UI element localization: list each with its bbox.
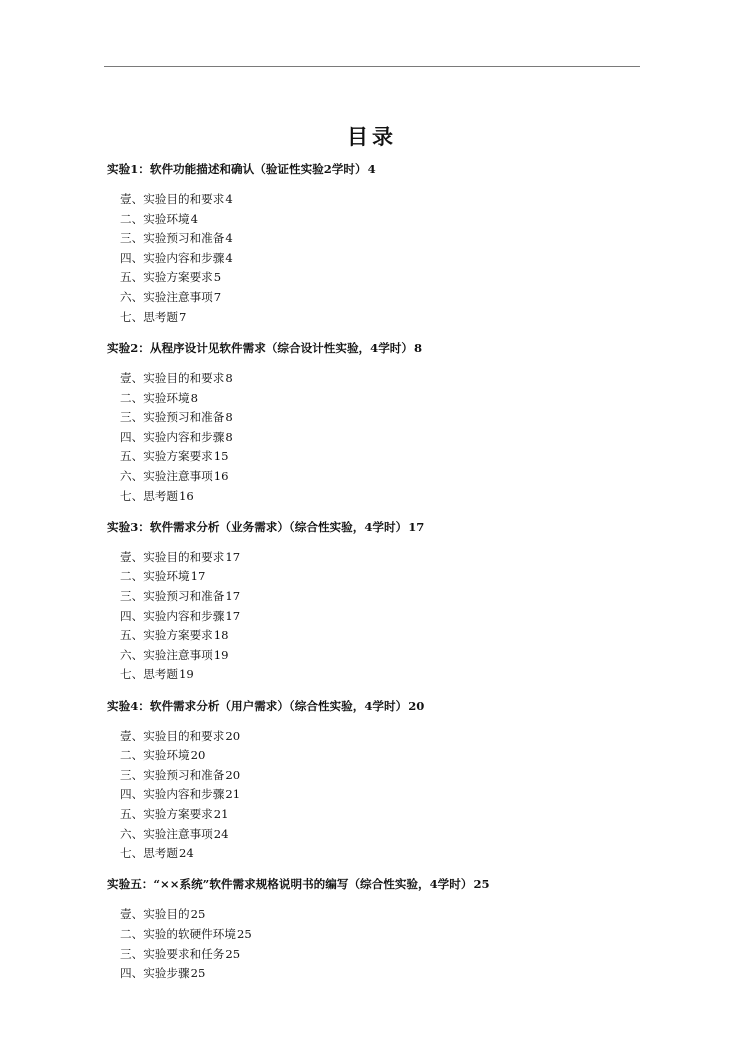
toc-section-entry[interactable] [107,268,647,288]
toc-section-entry[interactable] [107,447,647,467]
section-page-number: 17 [190,569,206,584]
section-page-number: 25 [236,927,252,942]
chapter-title: 实验3：软件需求分析（业务需求）（综合性实验，4学时） [107,519,408,534]
chapter-page-number: 25 [473,877,490,892]
section-page-number: 21 [225,787,241,802]
toc-section-entry[interactable] [107,945,647,965]
toc-section-entry[interactable] [107,587,647,607]
section-page-number: 8 [225,410,233,425]
section-label: 六、实验注意事项 [120,290,213,305]
toc-chapter-entry[interactable] [107,518,647,538]
toc-section-entry[interactable] [107,288,647,308]
section-label: 五、实验方案要求 [120,449,213,464]
toc-section-entry[interactable] [107,805,647,825]
toc-chapter-entry[interactable] [107,875,647,895]
toc-section-entry[interactable] [107,190,647,210]
toc-section-entry[interactable] [107,785,647,805]
toc-section-entry[interactable] [107,626,647,646]
section-label: 壹、实验目的和要求 [120,370,225,385]
toc-section-entry[interactable] [107,766,647,786]
toc-chapter-group [107,518,647,685]
section-label: 六、实验注意事项 [120,468,213,483]
section-page-number: 21 [213,807,229,821]
section-label: 五、实验方案要求 [120,628,213,643]
toc-section-entry[interactable] [107,646,647,666]
section-label: 二、实验环境 [120,569,190,584]
toc-section-entry[interactable] [107,548,647,568]
toc-chapter-group [107,339,647,506]
section-page-number: 8 [225,370,233,385]
section-label: 四、实验内容和步骤 [120,429,225,444]
section-label: 壹、实验目的和要求 [120,728,225,743]
section-label: 四、实验步骤 [120,966,190,981]
section-label: 五、实验方案要求 [120,270,213,285]
section-page-number: 8 [190,390,198,405]
section-label: 七、思考题 [120,846,178,861]
section-label: 三、实验要求和任务 [120,946,225,961]
section-label: 三、实验预习和准备 [120,231,225,246]
section-label: 三、实验预习和准备 [120,588,225,603]
section-page-number: 25 [190,907,206,922]
section-label: 七、思考题 [120,309,178,324]
section-label: 壹、实验目的 [120,907,190,922]
toc-chapter-group [107,160,647,327]
section-page-number: 20 [225,728,241,743]
section-page-number: 17 [225,608,241,623]
section-page-number: 24 [178,846,194,861]
table-of-contents [107,160,647,995]
chapter-title: 实验4：软件需求分析（用户需求）（综合性实验，4学时） [107,698,408,713]
toc-section-entry[interactable] [107,607,647,627]
section-page-number: 17 [225,588,241,603]
section-label: 壹、实验目的和要求 [120,192,225,207]
section-label: 三、实验预习和准备 [120,410,225,425]
toc-section-entry[interactable] [107,428,647,448]
section-page-number: 7 [178,309,187,324]
section-label: 七、思考题 [120,488,178,503]
toc-chapter-entry[interactable] [107,697,647,717]
section-label: 壹、实验目的和要求 [120,549,225,564]
section-page-number: 20 [225,767,241,782]
header-rule [104,66,640,67]
section-label: 六、实验注意事项 [120,826,213,841]
section-label: 四、实验内容和步骤 [120,250,225,265]
section-page-number: 24 [213,826,229,841]
toc-section-entry[interactable] [107,369,647,389]
section-label: 二、实验环境 [120,390,190,405]
toc-section-entry[interactable] [107,229,647,249]
toc-title: 目录 [347,124,397,149]
section-label: 六、实验注意事项 [120,647,213,662]
section-page-number: 25 [225,946,241,961]
section-label: 四、实验内容和步骤 [120,787,225,802]
section-page-number: 25 [190,966,206,981]
chapter-page-number: 17 [408,519,425,534]
toc-chapter-group [107,697,647,864]
toc-chapter-entry[interactable] [107,339,647,359]
toc-section-entry[interactable] [107,249,647,269]
toc-section-entry[interactable] [107,665,647,685]
section-page-number: 8 [225,429,233,444]
toc-section-entry[interactable] [107,925,647,945]
section-label: 七、思考题 [120,667,178,682]
section-page-number: 4 [225,250,233,265]
section-page-number: 17 [225,549,241,564]
toc-chapter-entry[interactable] [107,160,647,180]
section-page-number: 18 [213,628,229,643]
toc-section-entry[interactable] [107,487,647,507]
section-label: 五、实验方案要求 [120,807,213,821]
chapter-title: 实验1：软件功能描述和确认（验证性实验2学时） [107,162,367,176]
toc-section-entry[interactable] [107,746,647,766]
section-page-number: 16 [178,488,194,503]
toc-section-entry[interactable] [107,844,647,864]
section-label: 二、实验环境 [120,211,190,226]
toc-section-entry[interactable] [107,389,647,409]
section-page-number: 4 [225,231,233,246]
section-page-number: 15 [213,449,229,464]
toc-section-entry[interactable] [107,905,647,925]
toc-section-entry[interactable] [107,567,647,587]
toc-section-entry[interactable] [107,467,647,487]
section-page-number: 19 [213,647,229,662]
toc-section-entry[interactable] [107,964,647,984]
toc-section-entry[interactable] [107,408,647,428]
section-page-number: 5 [213,270,222,285]
section-page-number: 19 [178,667,194,682]
chapter-page-number: 20 [408,698,425,713]
section-page-number: 16 [213,468,229,483]
toc-section-entry[interactable] [107,825,647,845]
toc-section-entry[interactable] [107,210,647,230]
section-page-number: 7 [213,290,222,305]
section-page-number: 4 [190,211,198,226]
toc-section-entry[interactable] [107,308,647,328]
section-label: 四、实验内容和步骤 [120,608,225,623]
section-page-number: 4 [225,192,233,207]
section-label: 二、实验环境 [120,748,190,763]
chapter-page-number: 8 [413,340,423,355]
toc-section-entry[interactable] [107,727,647,747]
chapter-page-number: 4 [367,162,376,176]
toc-chapter-group [107,875,647,983]
section-page-number: 20 [190,748,206,763]
section-label: 三、实验预习和准备 [120,767,225,782]
section-label: 二、实验的软硬件环境 [120,927,236,942]
chapter-title: 实验2：从程序设计见软件需求（综合设计性实验，4学时） [107,340,413,355]
chapter-title: 实验五：“××系统”软件需求规格说明书的编写（综合性实验，4学时） [107,877,473,892]
